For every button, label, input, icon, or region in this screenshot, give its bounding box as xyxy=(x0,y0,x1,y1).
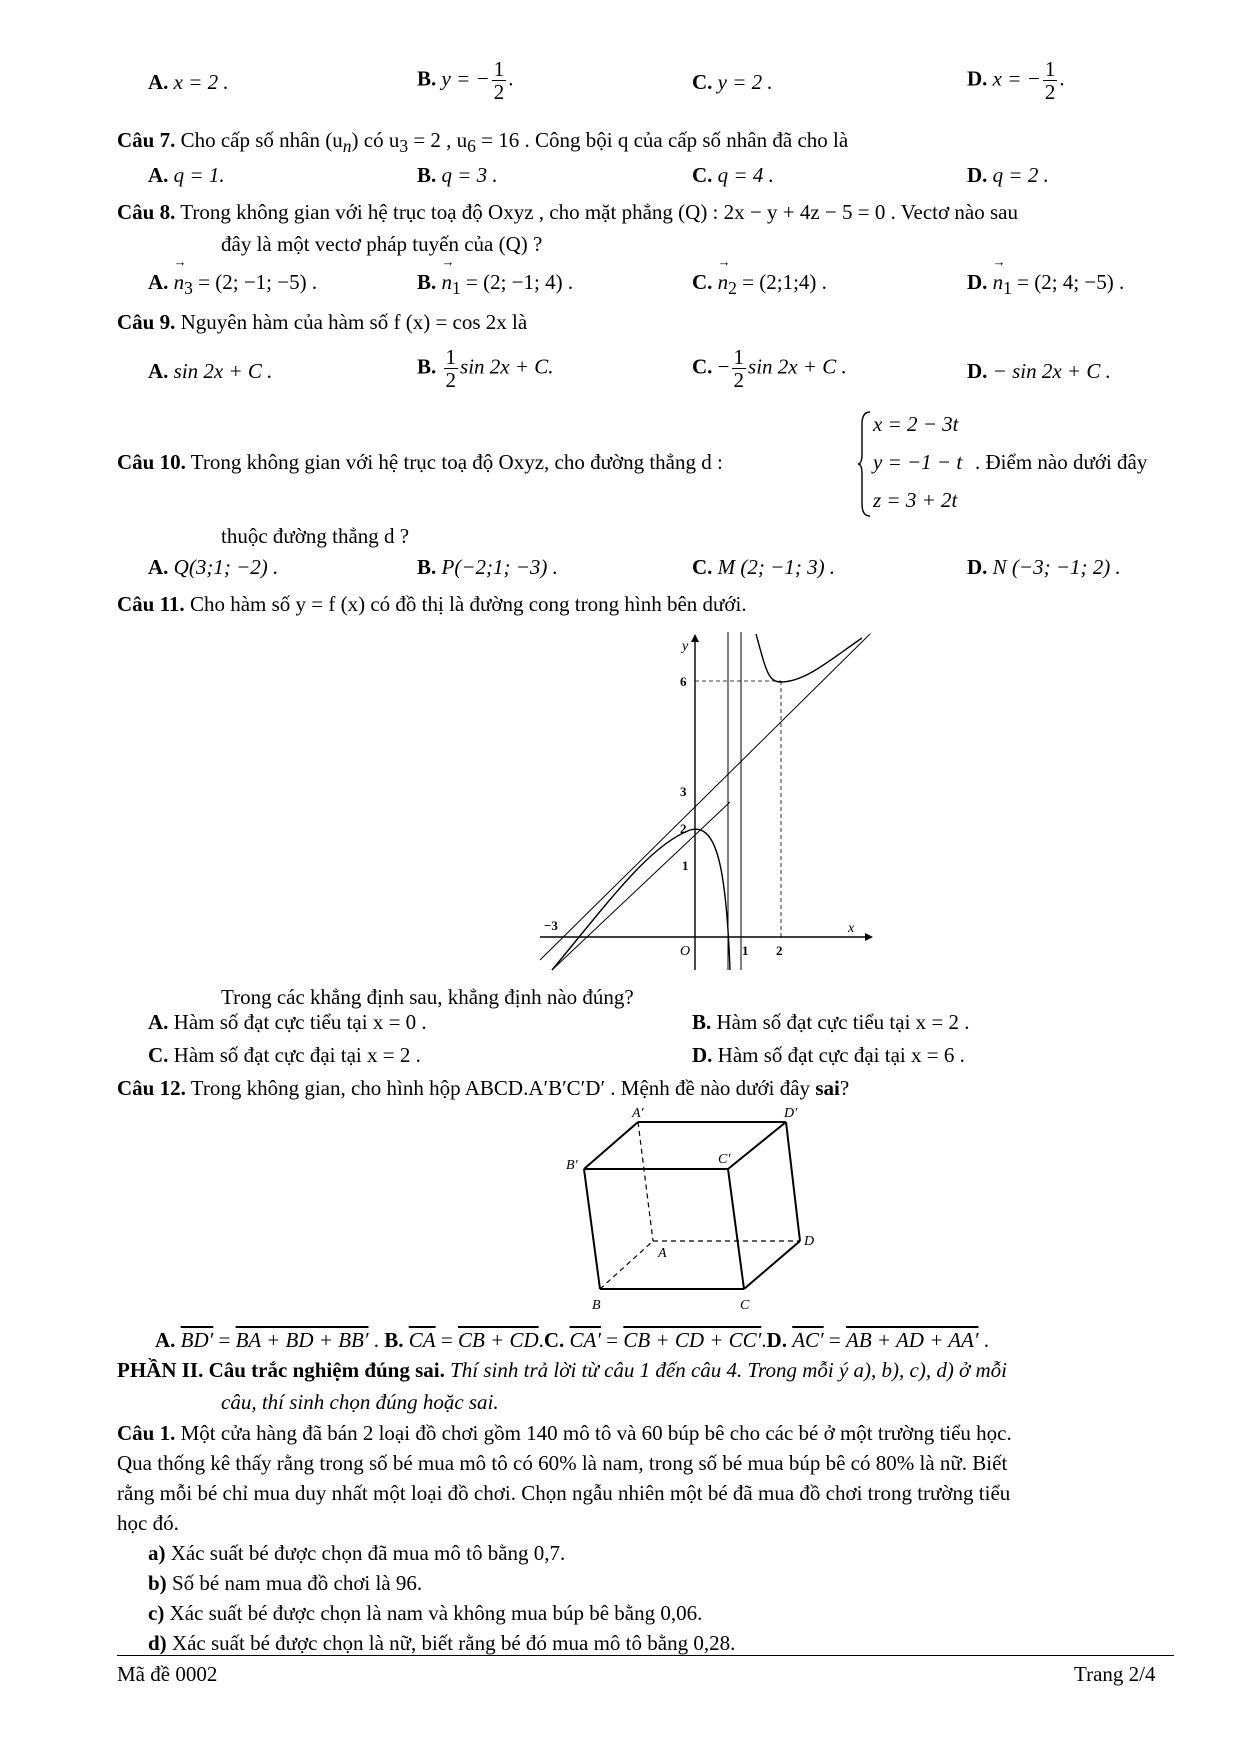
q11-option-c xyxy=(148,1043,421,1068)
q8-option-a xyxy=(148,270,317,299)
vector-symbol: → n xyxy=(442,270,453,295)
vector-symbol: → n xyxy=(718,270,729,295)
question-label: Câu 9. xyxy=(117,310,176,334)
vertex-label-c: C xyxy=(740,1298,750,1313)
part2-heading xyxy=(117,1358,1007,1383)
denominator: 2 xyxy=(1044,80,1056,105)
option-text: N (−3; −1; 2) . xyxy=(992,555,1121,579)
option-label: D. xyxy=(967,359,988,383)
q6-option-d xyxy=(967,58,1065,103)
subscript: 1 xyxy=(452,278,461,299)
question-emphasis: sai xyxy=(815,1076,840,1100)
option-label: C. xyxy=(692,163,713,187)
option-text: Hàm số đạt cực tiểu tại x = 2 . xyxy=(716,1010,970,1034)
option-text: = (2;1;4) . xyxy=(736,270,827,294)
numerator: 1 xyxy=(1044,57,1056,81)
option-text: M (2; −1; 3) . xyxy=(717,555,836,579)
question-text: ) có u xyxy=(351,128,400,152)
left-branch-curve xyxy=(552,829,730,970)
edge-c1c xyxy=(728,1169,744,1289)
option-text: Q(3;1; −2) . xyxy=(173,555,279,579)
option-label: C. xyxy=(692,354,713,379)
item-label: b) xyxy=(148,1571,167,1595)
tick-xm3: −3 xyxy=(544,918,558,933)
x-axis-arrow-icon xyxy=(865,933,873,941)
p2q1-item-b xyxy=(148,1571,422,1596)
subscript: 2 xyxy=(728,278,737,299)
q10-option-d xyxy=(967,555,1121,580)
question-text: rằng mỗi bé chỉ mua duy nhất một loại đồ chơi. Chọn ngẫu nhiên một bé đã mua đồ chơi trong trường tiểu xyxy=(117,1481,1011,1505)
option-label: B. xyxy=(417,66,437,91)
line-equation-z: z = 3 + 2t xyxy=(873,488,958,512)
question-text: = 16 . Công bội q của cấp số nhân đã cho là xyxy=(475,128,849,152)
edge-d1c1 xyxy=(728,1122,786,1169)
question-label: Câu 8. xyxy=(117,200,176,224)
q9-option-b xyxy=(417,346,554,391)
option-text: = (2; −1; 4) . xyxy=(460,270,574,294)
q6-option-c xyxy=(692,70,773,95)
q12-options: A. BD′ = BA + BD + BB′ . B. $\overline{CA}$ = CB + CD.C. CA′ = CB + CD + CC′.D. AC′ = AB + AD + AA′ . xyxy=(155,1328,989,1352)
q7-option-d xyxy=(967,163,1049,188)
y-label: y xyxy=(682,639,689,654)
subscript: 3 xyxy=(184,278,193,299)
section-instruction: câu, thí sinh chọn đúng hoặc sai. xyxy=(221,1390,499,1414)
origin-label: O xyxy=(680,944,691,959)
option-label: B. xyxy=(417,163,437,187)
oblique-asymptote-2 xyxy=(552,802,730,970)
option-label: B. xyxy=(692,1010,712,1034)
q9-option-c xyxy=(692,346,847,391)
vertex-label-a1: A′ xyxy=(632,1106,644,1121)
item-label: c) xyxy=(148,1601,165,1625)
question-text: Cho cấp số nhân (u xyxy=(180,128,343,152)
q10-stem xyxy=(117,450,723,475)
numerator: 1 xyxy=(445,345,457,369)
q11-stem xyxy=(117,592,747,617)
page-number: Trang 2/4 xyxy=(1074,1662,1156,1686)
question-text: Trong không gian với hệ trục toạ độ Oxyz , cho mặt phẳng (Q) : 2x − y + 4z − 5 = 0 . Vectơ nào sau xyxy=(180,200,1018,224)
vector-expr: AC′ xyxy=(792,1328,824,1352)
vector-symbol: → n xyxy=(174,270,185,295)
option-text: = (2; −1; −5) . xyxy=(192,270,318,294)
vector-expr: $\overline{CA}$ xyxy=(408,1328,436,1352)
q9-option-d xyxy=(967,359,1111,384)
q9-stem xyxy=(117,310,527,335)
q8-stem-line2 xyxy=(221,232,542,257)
function-graph xyxy=(530,630,880,975)
subscript: 3 xyxy=(399,136,409,157)
vertex-label-b: B xyxy=(592,1298,601,1313)
denominator: 2 xyxy=(493,80,505,105)
option-text: x = − xyxy=(992,66,1041,91)
q8-option-c xyxy=(692,270,827,299)
edge-cd xyxy=(744,1241,800,1289)
edge-b1b xyxy=(584,1169,600,1289)
option-text: P(−2;1; −3) . xyxy=(441,555,558,579)
edge-a1a xyxy=(638,1122,653,1241)
question-text: học đó. xyxy=(117,1511,179,1535)
option-label: B. xyxy=(417,555,437,579)
question-text: Cho hàm số y = f (x) có đồ thị là đường cong trong hình bên dưới. xyxy=(189,592,747,616)
q7-option-a xyxy=(148,163,225,188)
item-text: Xác suất bé được chọn là nam và không mua búp bê bằng 0,06. xyxy=(164,1601,703,1625)
denominator: 2 xyxy=(733,368,745,393)
parallelepiped-figure xyxy=(560,1105,840,1315)
tick-x2: 2 xyxy=(776,943,783,958)
subscript: n xyxy=(342,136,352,157)
item-label: a) xyxy=(148,1541,166,1565)
question-text: Trong không gian, cho hình hộp ABCD.A′B′C′D′ . Mệnh đề nào dưới đây xyxy=(190,1076,811,1100)
subscript: 6 xyxy=(467,136,476,157)
question-label: Câu 10. xyxy=(117,450,186,474)
q11-option-a xyxy=(148,1010,427,1035)
tick-y6: 6 xyxy=(680,674,687,689)
p2q1-item-d xyxy=(148,1631,735,1656)
question-label: Câu 1. xyxy=(117,1421,176,1445)
q10-option-c xyxy=(692,555,835,580)
fraction xyxy=(732,346,747,391)
denominator: 2 xyxy=(445,368,457,393)
item-text: Xác suất bé được chọn đã mua mô tô bằng 0,7. xyxy=(165,1541,566,1565)
option-label: C. xyxy=(692,555,713,579)
q11-option-d xyxy=(692,1043,965,1068)
q11-option-b xyxy=(692,1010,970,1035)
question-text: Trong không gian với hệ trục toạ độ Oxyz, cho đường thẳng d : xyxy=(190,450,723,474)
option-label: A. xyxy=(155,1328,176,1352)
question-text: . Điểm nào dưới đây xyxy=(975,450,1148,474)
x-label: x xyxy=(848,921,855,936)
q10-option-b xyxy=(417,555,558,580)
tick-x1: 1 xyxy=(742,943,749,958)
vertex-label-a: A xyxy=(658,1246,667,1261)
option-label: A. xyxy=(148,1010,169,1034)
option-label: B. xyxy=(417,354,437,379)
line-equation-x: x = 2 − 3t xyxy=(873,412,959,436)
option-text: . xyxy=(508,66,514,91)
option-label: D. xyxy=(967,163,988,187)
q7-stem xyxy=(117,128,848,157)
brace-icon xyxy=(858,410,872,518)
option-label: B. xyxy=(417,270,437,294)
question-text: đây là một vectơ pháp tuyến của (Q) ? xyxy=(221,232,543,256)
question-text: ? xyxy=(839,1076,850,1100)
vector-expr: BD′ xyxy=(180,1328,214,1352)
option-text: q = 2 . xyxy=(992,163,1049,187)
vector-expr: AB + AD + AA′ xyxy=(846,1328,979,1352)
option-text: Hàm số đạt cực đại tại x = 2 . xyxy=(173,1043,421,1067)
question-text: Trong các khẳng định sau, khẳng định nào đúng? xyxy=(221,985,634,1009)
option-text: q = 1. xyxy=(173,163,225,187)
option-text: − xyxy=(717,354,730,379)
option-text: Hàm số đạt cực đại tại x = 6 . xyxy=(717,1043,965,1067)
numerator: 1 xyxy=(733,345,745,369)
option-text: = (2; 4; −5) . xyxy=(1011,270,1125,294)
fraction xyxy=(492,58,507,103)
option-text: y = − xyxy=(441,66,490,91)
q6-option-a xyxy=(148,70,229,95)
option-text: Hàm số đạt cực tiểu tại x = 0 . xyxy=(173,1010,427,1034)
option-label: A. xyxy=(148,70,169,94)
option-label: D. xyxy=(967,555,988,579)
vertex-label-d1: D′ xyxy=(784,1106,798,1121)
q9-option-a xyxy=(148,359,272,384)
option-text: x = 2 . xyxy=(173,70,229,94)
vector-symbol: → n xyxy=(993,270,1004,295)
footer-divider xyxy=(117,1655,1174,1656)
fraction xyxy=(444,346,459,391)
question-label: Câu 7. xyxy=(117,128,176,152)
vector-expr: BA + BD + BB′ xyxy=(235,1328,369,1352)
question-text: thuộc đường thẳng d ? xyxy=(221,524,410,548)
option-label: C. xyxy=(692,270,713,294)
question-text: = 2 , u xyxy=(408,128,468,152)
option-label: A. xyxy=(148,359,169,383)
fraction xyxy=(1043,58,1058,103)
q7-option-c xyxy=(692,163,774,188)
q7-option-b xyxy=(417,163,498,188)
section-instruction: Thí sinh trả lời từ câu 1 đến câu 4. Trong mỗi ý a), b), c), d) ở mỗi xyxy=(444,1358,1008,1382)
option-label: C. xyxy=(148,1043,169,1067)
y-axis-arrow-icon xyxy=(691,634,699,642)
q12-stem xyxy=(117,1076,849,1101)
option-text: y = 2 . xyxy=(717,70,773,94)
question-label: Câu 12. xyxy=(117,1076,186,1100)
option-label: B. xyxy=(384,1328,404,1352)
oblique-asymptote xyxy=(540,634,870,960)
p2q1-item-a xyxy=(148,1541,565,1566)
option-label: D. xyxy=(967,66,988,91)
vertex-label-d: D xyxy=(804,1234,815,1249)
q6-option-b xyxy=(417,58,513,103)
numerator: 1 xyxy=(493,57,505,81)
option-label: A. xyxy=(148,555,169,579)
vector-expr: CB + CD + CC′ xyxy=(623,1328,762,1352)
option-text: − sin 2x + C . xyxy=(992,359,1111,383)
q8-stem xyxy=(117,200,1018,225)
vertex-label-b1: B′ xyxy=(566,1158,578,1173)
question-text: Nguyên hàm của hàm số f (x) = cos 2x là xyxy=(180,310,528,334)
item-label: d) xyxy=(148,1631,167,1655)
p2q1-item-c xyxy=(148,1601,702,1626)
question-label: Câu 11. xyxy=(117,592,185,616)
question-text: Một cửa hàng đã bán 2 loại đồ chơi gồm 140 mô tô và 60 búp bê cho các bé ở một trường tiểu học. xyxy=(175,1421,1012,1445)
exam-code: Mã đề 0002 xyxy=(117,1662,218,1686)
option-text: sin 2x + C . xyxy=(748,354,847,379)
item-text: Xác suất bé được chọn là nữ, biết rằng bé đó mua mô tô bằng 0,28. xyxy=(166,1631,736,1655)
option-label: D. xyxy=(766,1328,787,1352)
option-label: C. xyxy=(692,70,713,94)
option-label: A. xyxy=(148,163,169,187)
option-text: sin 2x + C. xyxy=(460,354,554,379)
option-text: sin 2x + C . xyxy=(173,359,273,383)
edge-d1d xyxy=(786,1122,800,1241)
option-text: q = 3 . xyxy=(441,163,498,187)
q8-option-b xyxy=(417,270,573,299)
option-label: C. xyxy=(543,1328,565,1352)
option-label: A. xyxy=(148,270,169,294)
subscript: 1 xyxy=(1003,278,1012,299)
question-text: Qua thống kê thấy rằng trong số bé mua mô tô có 60% là nam, trong số bé mua búp bê có 80% là nữ. Biết xyxy=(117,1451,1008,1475)
section-title: PHẦN II. Câu trắc nghiệm đúng sai. xyxy=(117,1358,445,1382)
option-label: D. xyxy=(692,1043,713,1067)
tick-y3: 3 xyxy=(680,784,687,799)
vector-expr: CB + CD xyxy=(457,1328,539,1352)
q8-option-d xyxy=(967,270,1124,299)
item-text: Số bé nam mua đồ chơi là 96. xyxy=(166,1571,423,1595)
edge-a1b1 xyxy=(584,1122,638,1169)
vector-expr: CA′ xyxy=(569,1328,601,1352)
edge-ba xyxy=(600,1241,653,1289)
option-label: D. xyxy=(967,270,988,294)
option-text: . xyxy=(1059,66,1065,91)
p2q1-stem xyxy=(117,1421,1012,1446)
vertex-label-c1: C′ xyxy=(718,1152,731,1167)
q10-option-a xyxy=(148,555,278,580)
line-equation-y: y = −1 − t xyxy=(873,450,963,474)
tick-y2: 2 xyxy=(680,821,687,836)
tick-y1: 1 xyxy=(682,858,689,873)
option-text: q = 4 . xyxy=(717,163,774,187)
